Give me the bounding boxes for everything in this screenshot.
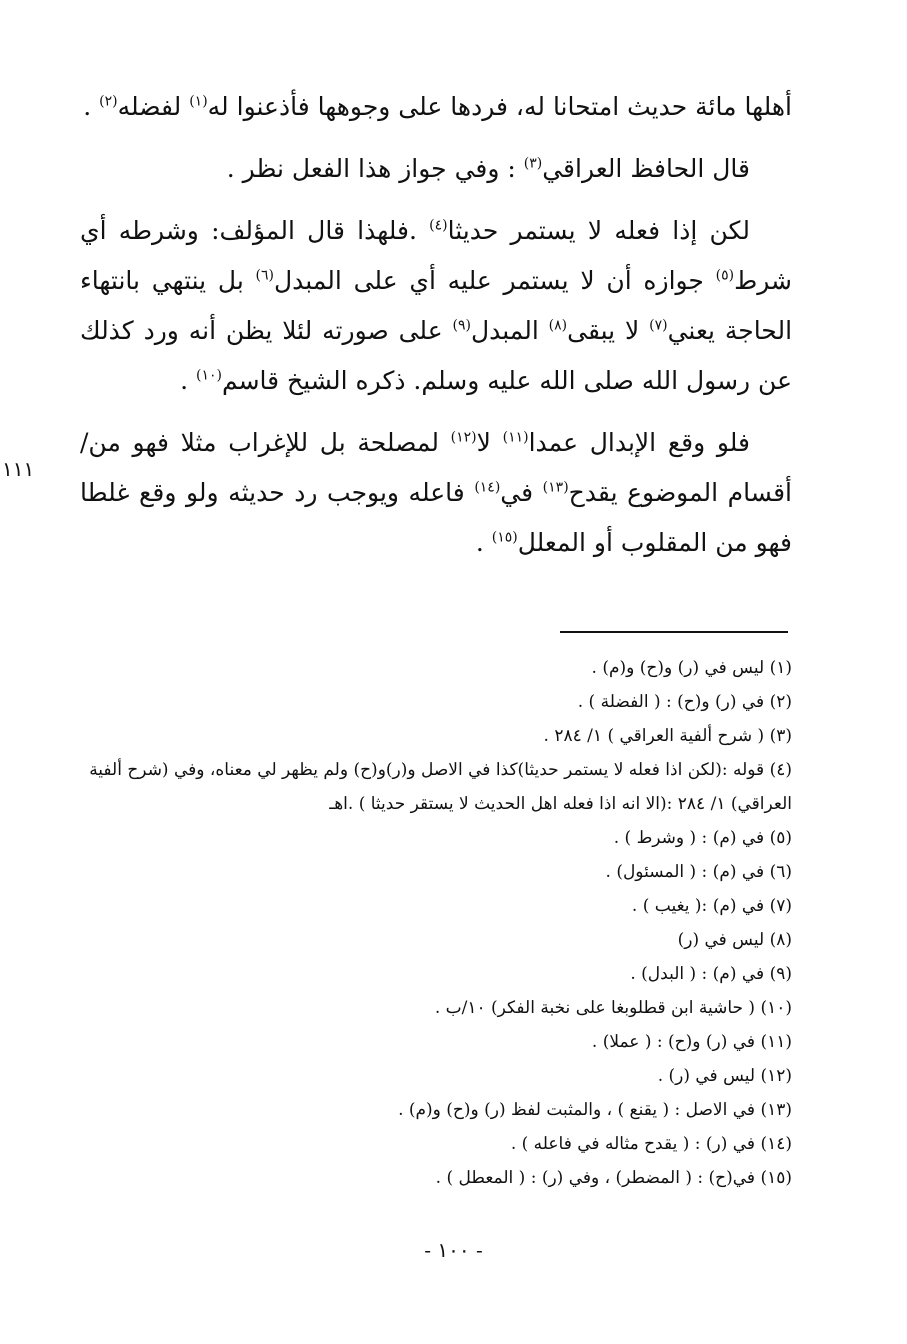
main-text	[80, 82, 792, 568]
footnote-marker: (١٣)	[542, 479, 569, 496]
footnote-2: (٢) في (ر) و(ح) : ( الفضلة ) .	[577, 692, 792, 712]
footnote-marker: (٦)	[255, 267, 274, 284]
text-segment: .فلهذا قال المؤلف: وشرطه أي شرط	[80, 216, 792, 295]
footnote-marker: (٢)	[99, 93, 118, 110]
footnote-1: (١) ليس في (ر) و(ح) و(م) .	[591, 658, 792, 678]
footnote-14: (١٤) في (ر) : ( يقدح مثاله في فاعله ) .	[510, 1134, 792, 1154]
footnote-marker: (١٢)	[450, 429, 477, 446]
text-segment: أهلها مائة حديث امتحانا له، فردها على وجوهها فأذعنوا له	[207, 92, 792, 121]
footnote-marker: (١١)	[502, 429, 529, 446]
footnotes	[80, 651, 792, 1195]
text-segment: قال الحافظ العراقي	[542, 154, 750, 183]
text-segment: فاعله ويوجب رد حديثه ولو وقع غلطا فهو من المقلوب أو المعلل	[80, 478, 792, 557]
footnote-marker: (١٥)	[491, 529, 518, 546]
paragraph-1	[80, 82, 792, 132]
text-segment: لا يبقى	[567, 316, 650, 345]
footnote-8: (٨) ليس في (ر)	[677, 930, 792, 950]
footnote-9: (٩) في (م) : ( البدل) .	[630, 964, 792, 984]
text-segment: : وفي جواز هذا الفعل نظر .	[226, 154, 524, 183]
text-segment: لفضله	[117, 92, 190, 121]
footnote-3: (٣) ( شرح ألفية العراقي ) ١/ ٢٨٤ .	[543, 726, 792, 746]
footnote-15: (١٥) في(ح) : ( المضطر) ، وفي (ر) : ( المعطل ) .	[435, 1168, 792, 1188]
footnote-marker: (٣)	[523, 155, 543, 172]
footnote-marker: (١٤)	[474, 479, 501, 496]
text-segment: لا	[476, 428, 503, 457]
text-segment: فلو وقع الإبدال عمدا	[528, 428, 750, 457]
text-segment: في	[500, 478, 543, 507]
footnote-marker: (١)	[189, 93, 208, 110]
footnote-marker: (٥)	[715, 267, 735, 284]
footnote-7: (٧) في (م) :( يغيب ) .	[631, 896, 792, 916]
footnote-13: (١٣) في الاصل : ( يقنع ) ، والمثبت لفظ (ر) و(ح) و(م) .	[398, 1100, 792, 1120]
footnote-6: (٦) في (م) : ( المسئول) .	[605, 862, 792, 882]
text-segment: لمصلحة بل للإغراب مثلا فهو من/ أقسام الموضوع يقدح	[80, 428, 792, 507]
margin-page-number: ١١١	[2, 457, 35, 481]
paragraph-4	[80, 418, 792, 568]
text-segment: بل ينتهي بانتهاء الحاجة يعني	[80, 266, 793, 345]
text-segment: على صورته لئلا يظن أنه ورد كذلك عن رسول الله صلى الله عليه وسلم. ذكره الشيخ قاسم	[80, 316, 792, 395]
footnote-12: (١٢) ليس في (ر) .	[657, 1066, 792, 1086]
footnote-marker: (٤)	[429, 217, 448, 234]
paragraph-2	[80, 144, 792, 194]
text-segment: جوازه أن لا يستمر عليه أي على المبدل	[274, 266, 716, 295]
footnote-5: (٥) في (م) : ( وشرط ) .	[613, 828, 792, 848]
footnote-10: (١٠) ( حاشية ابن قطلوبغا على نخبة الفكر) ١٠/ب .	[434, 998, 792, 1018]
footnote-11: (١١) في (ر) و(ح) : ( عملا) .	[591, 1032, 792, 1052]
text-segment: لكن إذا فعله لا يستمر حديثا	[447, 216, 750, 245]
paragraph-3	[80, 206, 792, 406]
footnote-marker: (٩)	[452, 317, 471, 334]
footnote-marker: (٧)	[649, 317, 668, 334]
page-number: - ١٠٠ -	[424, 1238, 483, 1262]
footnote-4: (٤) قوله :(لكن اذا فعله لا يستمر حديثا)كذا في الاصل و(ر)و(ح) ولم يظهر لي معناه، وفي (شرح ألفية العراقي) ١/ ٢٨٤ :(الا انه اذا فعله اهل الحديث لا يستقر حديثا ) .اهـ	[89, 760, 792, 814]
text-segment: .	[83, 92, 100, 121]
footnote-marker: (١٠)	[195, 367, 222, 384]
footnote-separator	[560, 631, 788, 633]
text-segment: .	[475, 528, 492, 557]
text-segment: المبدل	[470, 316, 549, 345]
footnote-marker: (٨)	[548, 317, 568, 334]
text-segment: .	[180, 366, 196, 395]
